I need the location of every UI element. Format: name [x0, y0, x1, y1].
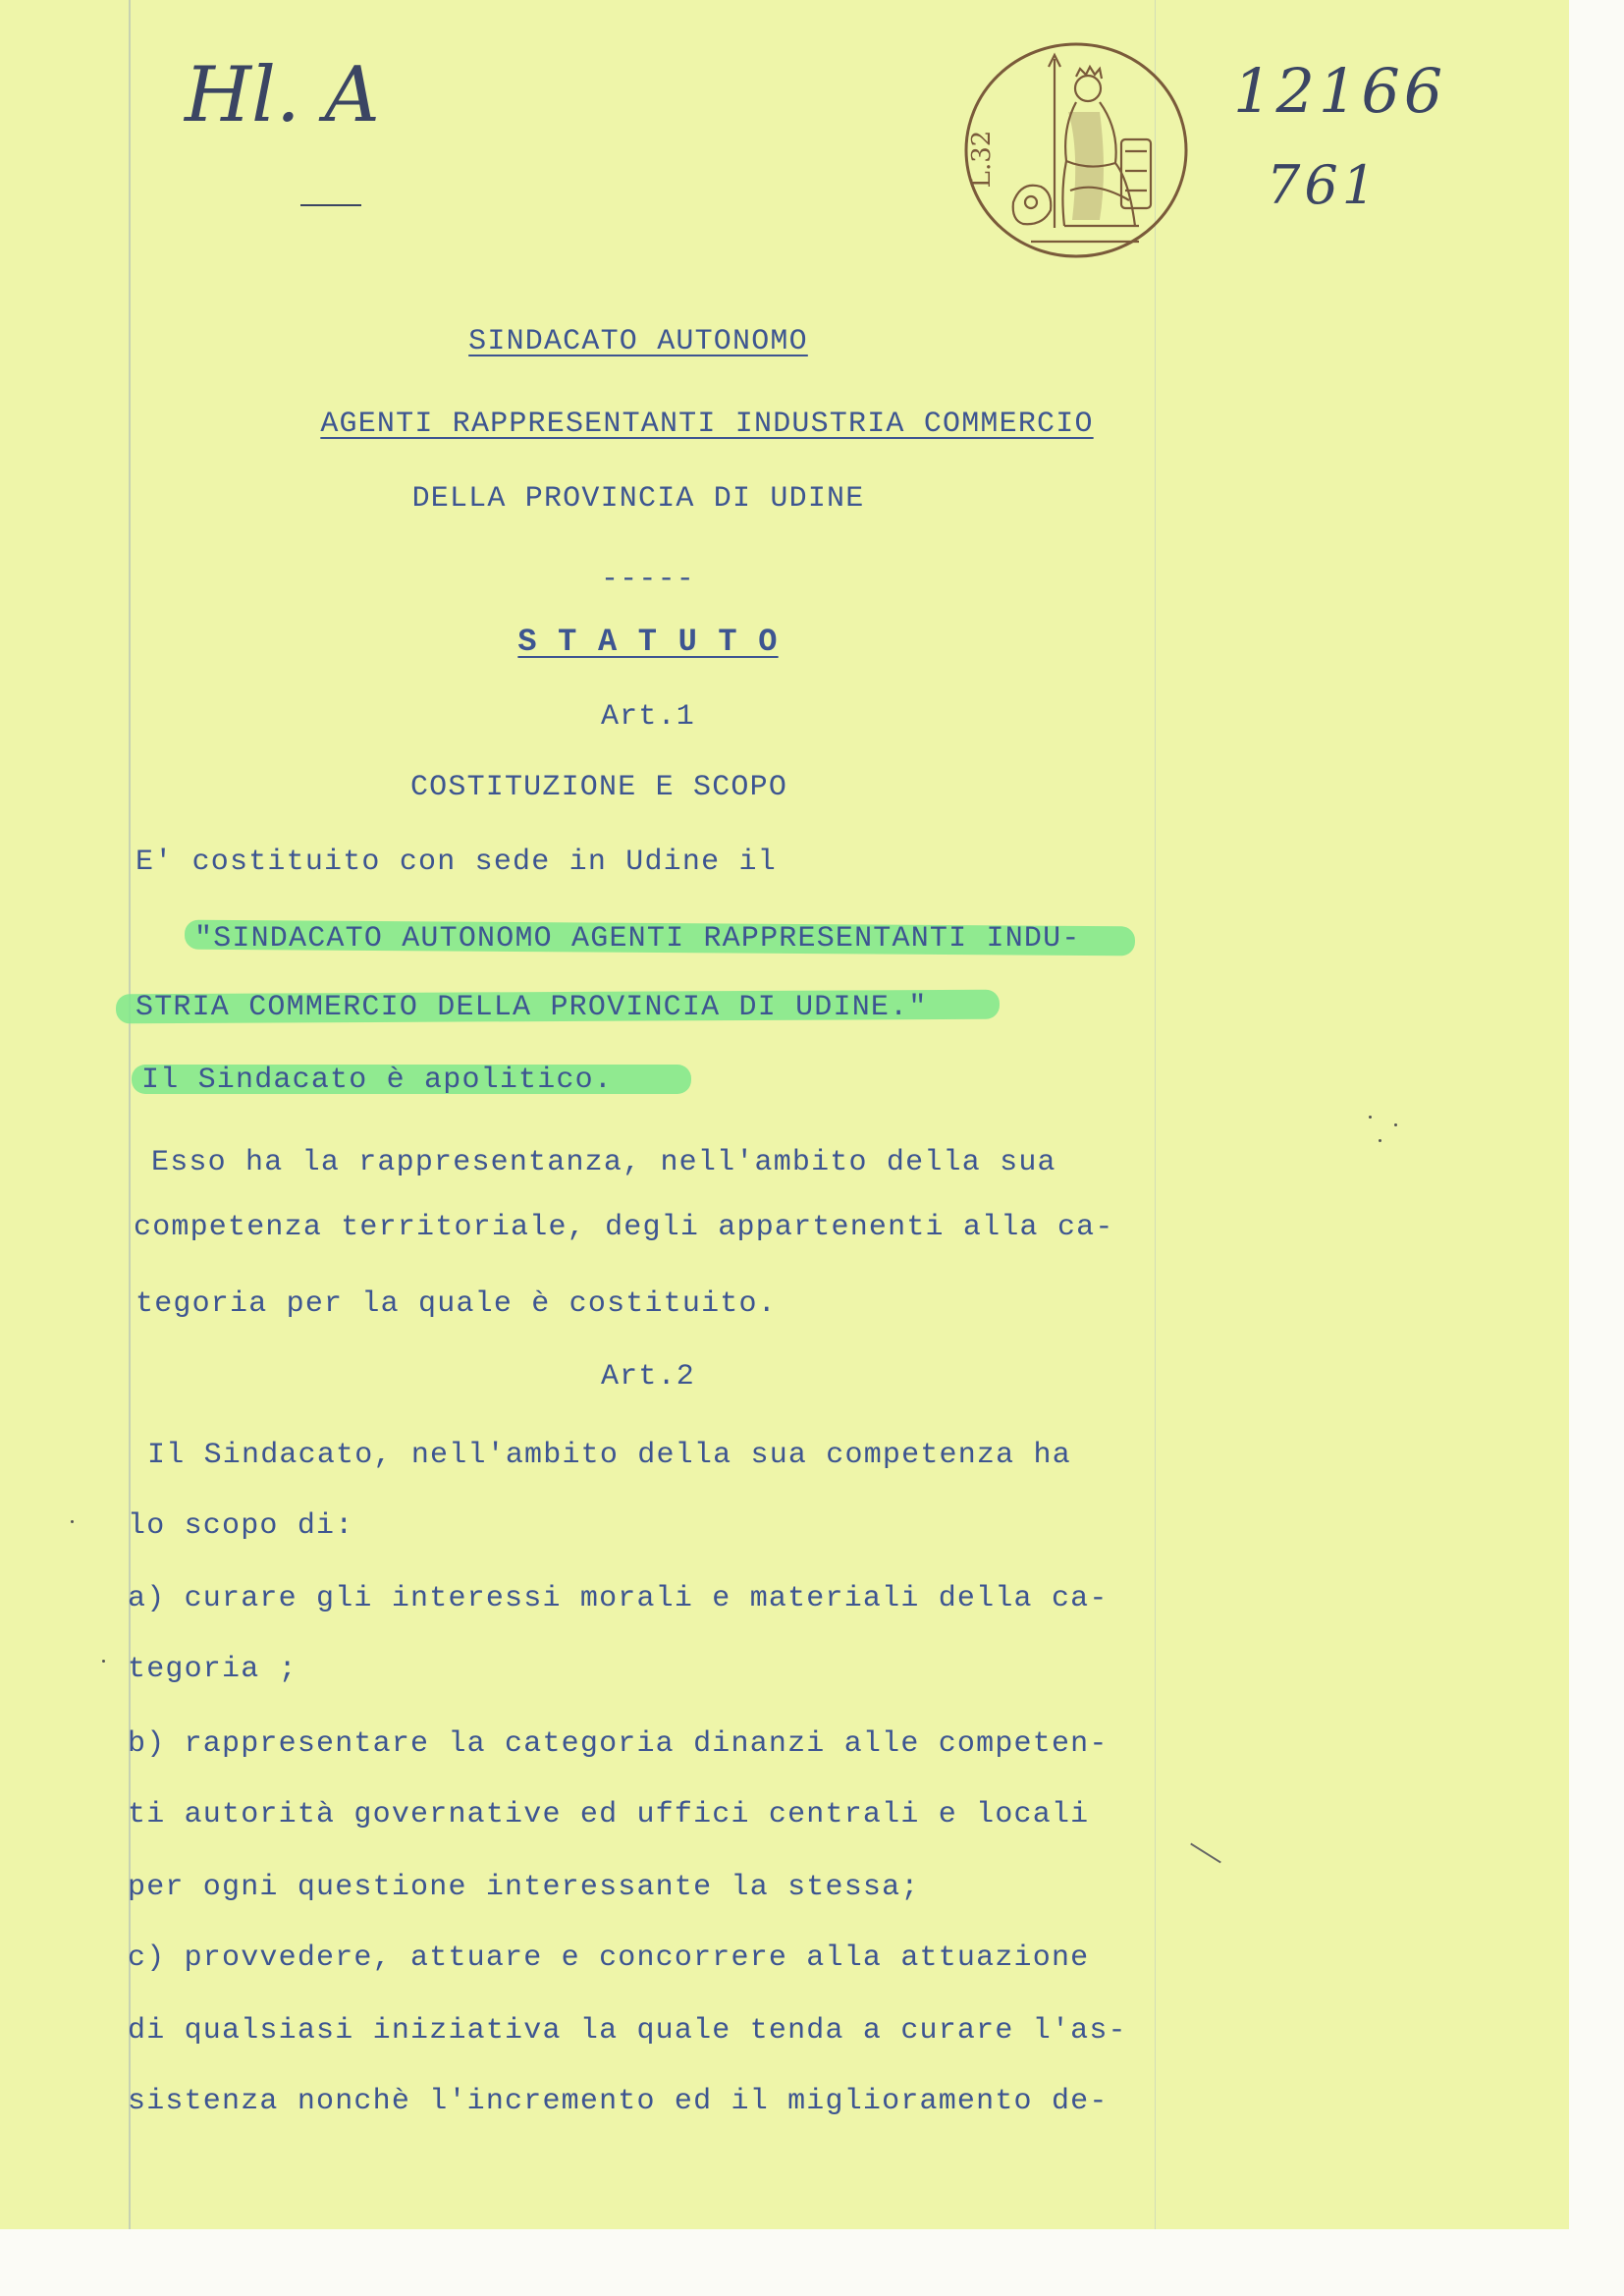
article-1-heading: COSTITUZIONE E SCOPO [409, 771, 788, 804]
header-line-2: AGENTI RAPPRESENTANTI INDUSTRIA COMMERCIO [320, 408, 1094, 441]
scan-border-bottom [0, 2229, 1624, 2296]
article-2-line-3: a) curare gli interessi morali e materiali della ca- [128, 1582, 1109, 1615]
article-1-number: Art.1 [600, 700, 695, 734]
revenue-stamp [952, 33, 1200, 267]
scan-speck [71, 1520, 74, 1523]
handwritten-subnumber: 761 [1267, 154, 1380, 216]
handwritten-underline [300, 204, 361, 206]
article-2-line-10: sistenza nonchè l'incremento ed il miglioramento de- [128, 2085, 1109, 2118]
article-2-number: Art.2 [600, 1360, 695, 1394]
article-1-line-7: tegoria per la quale è costituito. [135, 1287, 777, 1321]
article-1-line-3: STRIA COMMERCIO DELLA PROVINCIA DI UDINE." [135, 991, 928, 1024]
handwritten-number: 12166 [1233, 55, 1447, 127]
scan-speck [1394, 1123, 1397, 1126]
article-2-line-8: c) provvedere, attuare e concorrere alla attuazione [128, 1941, 1090, 1975]
scan-speck [102, 1660, 105, 1663]
article-2-line-1: Il Sindacato, nell'ambito della sua competenza ha [147, 1439, 1071, 1472]
scan-border-right [1569, 0, 1624, 2296]
article-2-line-5: b) rappresentare la categoria dinanzi alle competen- [128, 1727, 1109, 1761]
scan-speck [1379, 1139, 1381, 1142]
stamp-label: L.32 [967, 130, 997, 189]
scan-speck [1369, 1116, 1372, 1119]
handwritten-annotation-left: Hl. A [185, 51, 380, 139]
article-1-line-6: competenza territoriale, degli appartenenti alla ca- [134, 1211, 1114, 1244]
article-2-line-7: per ogni questione interessante la stessa; [128, 1871, 920, 1904]
article-1-line-4: Il Sindacato è apolitico. [141, 1064, 614, 1097]
article-2-line-2: lo scopo di: [128, 1509, 354, 1543]
article-1-line-1: E' costituito con sede in Udine il [135, 846, 777, 879]
article-2-line-4: tegoria ; [128, 1653, 298, 1686]
article-1-line-5: Esso ha la rappresentanza, nell'ambito della sua [151, 1146, 1056, 1179]
document-title: S T A T U T O [517, 624, 779, 660]
header-line-3: DELLA PROVINCIA DI UDINE [411, 482, 865, 516]
article-1-line-2: "SINDACATO AUTONOMO AGENTI RAPPRESENTANTI INDU- [194, 922, 1081, 956]
header-line-1: SINDACATO AUTONOMO [468, 325, 808, 358]
article-2-line-9: di qualsiasi iniziativa la quale tenda a curare l'as- [128, 2014, 1127, 2048]
seated-italia-figure-icon [952, 33, 1200, 267]
article-2-line-6: ti autorità governative ed uffici centrali e locali [128, 1798, 1090, 1831]
right-margin-rule [1155, 0, 1156, 2229]
header-separator: ----- [600, 563, 695, 596]
